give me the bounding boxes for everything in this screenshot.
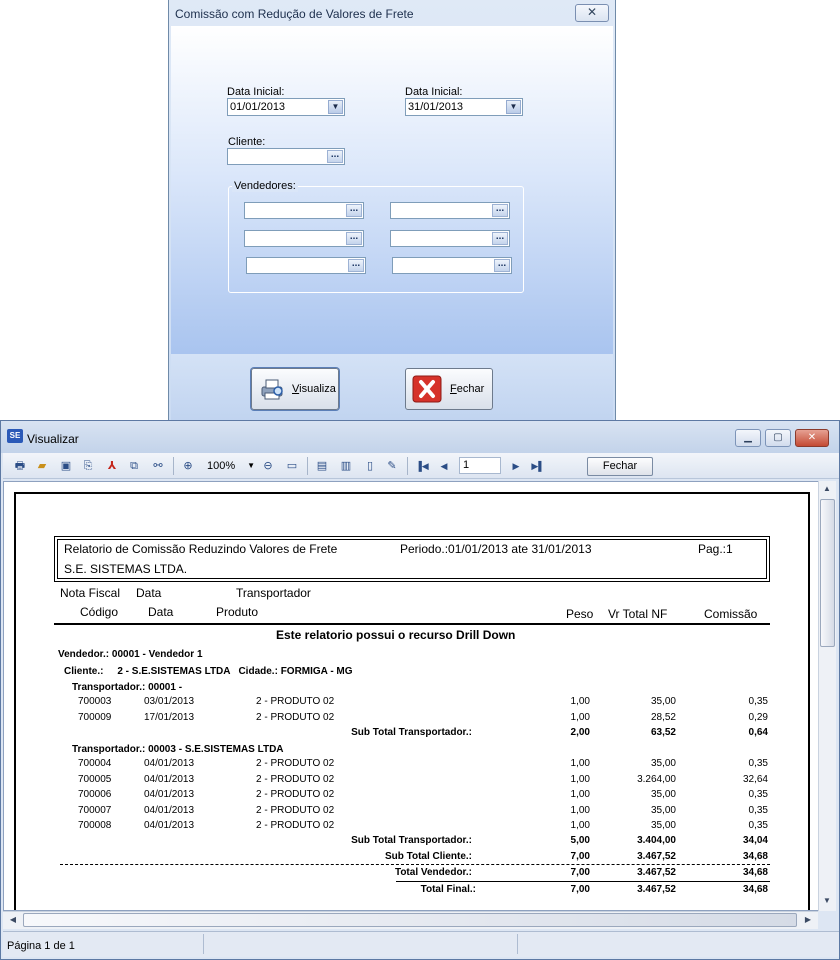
visualiza-label-rest: isualiza — [299, 383, 336, 395]
chevron-down-icon[interactable]: ▼ — [247, 461, 255, 470]
row-produto: 2 - PRODUTO 02 — [256, 711, 335, 723]
toolbar-separator — [307, 457, 308, 475]
ellipsis-icon[interactable]: ... — [346, 232, 362, 245]
next-page-icon[interactable]: ▶ — [512, 461, 520, 471]
close-x-icon — [412, 375, 442, 403]
subtotal-2-peso: 5,00 — [570, 835, 590, 846]
report-page-number: Pag.:1 — [698, 542, 733, 556]
export-icon[interactable]: ⎘ — [83, 460, 93, 472]
subtotal-cliente-vr: 3.467,52 — [637, 851, 676, 862]
end-date-label: Data Inicial: — [405, 86, 463, 98]
row-data: 17/01/2013 — [144, 711, 195, 723]
save-icon[interactable]: ▣ — [60, 460, 72, 472]
zoom-out-icon[interactable]: ⊖ — [263, 460, 273, 472]
total-final-peso: 7,00 — [570, 884, 590, 895]
subtotal-1-label: Sub Total Transportador.: — [351, 727, 472, 738]
subtotal-cliente-peso: 7,00 — [570, 851, 590, 862]
row-peso: 1,00 — [570, 696, 590, 707]
transportador-line-2: Transportador.: 00003 - S.E.SISTEMAS LTDA — [72, 744, 284, 755]
ellipsis-icon[interactable]: ... — [494, 259, 510, 272]
toolbar-separator — [173, 457, 174, 475]
subtotal-cliente-label: Sub Total Cliente.: — [384, 851, 472, 862]
row-peso: 1,00 — [570, 804, 590, 816]
row-nf: 700005 — [78, 773, 112, 785]
row-nf: 700003 — [78, 696, 112, 707]
row-vr: 35,00 — [650, 804, 676, 816]
total-separator — [396, 881, 770, 882]
fechar-label — [450, 383, 484, 395]
total-final-label: Total Final.: — [420, 884, 476, 895]
preview-close-button[interactable]: Fechar — [587, 457, 653, 476]
fechar-label-rest: echar — [456, 383, 485, 395]
total-final-vr: 3.467,52 — [637, 884, 676, 895]
zoom-in-icon[interactable]: ⊕ — [183, 460, 193, 472]
horizontal-scrollbar[interactable] — [3, 911, 818, 929]
vertical-scrollbar[interactable] — [818, 481, 836, 911]
vertical-scroll-thumb[interactable] — [820, 499, 835, 647]
row-com: 32,64 — [742, 773, 768, 785]
row-vr: 3.264,00 — [637, 773, 676, 785]
row-vr: 35,00 — [650, 789, 676, 800]
row-peso: 1,00 — [570, 789, 590, 800]
row-nf: 700004 — [78, 758, 112, 769]
visualiza-label — [292, 383, 336, 395]
report-content — [4, 482, 819, 911]
dialog-footer — [171, 354, 613, 420]
col-header-peso: Peso — [566, 607, 594, 621]
find-icon[interactable]: ⚯ — [153, 460, 163, 472]
preview-titlebar — [1, 421, 839, 453]
row-data: 04/01/2013 — [144, 758, 195, 769]
ellipsis-icon[interactable]: ... — [346, 204, 362, 217]
col-header-nota-fiscal: Nota Fiscal — [60, 586, 121, 600]
dashed-separator — [60, 864, 770, 865]
row-data: 03/01/2013 — [144, 696, 195, 707]
client-label: Cliente: — [228, 136, 266, 148]
col-header-transportador: Transportador — [236, 586, 311, 600]
end-date-value: 31/01/2013 — [408, 101, 464, 113]
col-header-codigo: Código — [80, 605, 119, 619]
chevron-down-icon[interactable]: ▼ — [328, 100, 343, 114]
row-vr: 35,00 — [650, 820, 676, 831]
scroll-up-icon[interactable]: ▲ — [823, 484, 831, 493]
single-page-icon[interactable]: ▤ — [316, 460, 328, 472]
dialog-title: Comissão com Redução de Valores de Frete — [175, 7, 414, 21]
scroll-right-icon[interactable]: ▶ — [804, 915, 812, 924]
seller-input-4[interactable] — [390, 230, 510, 247]
visualiza-mnemonic: V — [292, 383, 300, 395]
app-logo-icon: SE — [7, 429, 23, 443]
open-folder-icon[interactable]: ▰ — [37, 460, 47, 472]
col-header-comissao: Comissão — [704, 607, 758, 621]
seller-input-2[interactable] — [390, 202, 510, 219]
row-produto: 2 - PRODUTO 02 — [256, 804, 335, 816]
total-vendedor-peso: 7,00 — [570, 867, 590, 878]
row-vr: 35,00 — [650, 758, 676, 769]
ellipsis-icon[interactable]: ... — [327, 150, 343, 163]
edit-icon[interactable]: ✎ — [387, 460, 397, 472]
minimize-icon[interactable]: ▁ — [735, 429, 761, 447]
row-com: 0,35 — [748, 804, 768, 816]
row-com: 0,35 — [748, 758, 768, 769]
row-data: 04/01/2013 — [144, 773, 195, 785]
row-produto: 2 - PRODUTO 02 — [256, 789, 335, 800]
dialog-close-button[interactable]: ✕ — [575, 4, 609, 22]
book-icon[interactable]: ▯ — [366, 460, 374, 472]
subtotal-1-comissao: 0,64 — [748, 727, 768, 738]
subtotal-cliente-comissao: 34,68 — [742, 851, 768, 862]
print-icon[interactable]: 🖶 — [14, 460, 26, 472]
subtotal-2-vr: 3.404,00 — [637, 835, 676, 846]
horizontal-scroll-thumb[interactable] — [23, 913, 797, 927]
col-header-data: Data — [148, 605, 174, 619]
end-date-combo[interactable] — [405, 98, 523, 116]
row-data: 04/01/2013 — [144, 789, 195, 800]
report-period: Periodo.:01/01/2013 ate 31/01/2013 — [400, 542, 592, 556]
start-date-label: Data Inicial: — [227, 86, 285, 98]
status-divider — [517, 934, 518, 954]
row-nf: 700006 — [78, 789, 112, 800]
page-number-input[interactable]: 1 — [459, 457, 501, 474]
header-underline — [54, 623, 770, 625]
row-vr: 28,52 — [650, 711, 676, 723]
row-produto: 2 - PRODUTO 02 — [256, 696, 335, 707]
window-close-icon[interactable]: ✕ — [795, 429, 829, 447]
row-data: 04/01/2013 — [144, 820, 195, 831]
row-nf: 700009 — [78, 711, 112, 723]
subtotal-2-comissao: 34,04 — [742, 835, 768, 846]
report-title: Relatorio de Comissão Reduzindo Valores de Frete — [64, 542, 338, 556]
row-com: 0,35 — [748, 789, 768, 800]
row-produto: 2 - PRODUTO 02 — [256, 820, 335, 831]
multi-page-icon[interactable]: ▥ — [340, 460, 352, 472]
scroll-down-icon[interactable]: ▼ — [823, 896, 831, 905]
start-date-combo[interactable] — [227, 98, 345, 116]
zoom-value: 100% — [207, 460, 236, 472]
row-vr: 35,00 — [650, 696, 676, 707]
transportador-line-1: Transportador.: 00001 - — [72, 682, 183, 693]
total-vendedor-comissao: 34,68 — [742, 867, 768, 878]
drill-down-note: Este relatorio possui o recurso Drill Down — [276, 628, 516, 642]
zoom-select[interactable] — [203, 457, 255, 475]
row-nf: 700008 — [78, 820, 112, 831]
status-page-text: Página 1 de 1 — [7, 940, 75, 952]
visualiza-button[interactable] — [251, 368, 339, 410]
total-vendedor-vr: 3.467,52 — [637, 867, 676, 878]
report-company: S.E. SISTEMAS LTDA. — [64, 562, 188, 576]
fechar-button[interactable] — [405, 368, 493, 410]
seller-input-1[interactable] — [244, 202, 364, 219]
row-produto: 2 - PRODUTO 02 — [256, 773, 335, 785]
row-data: 04/01/2013 — [144, 804, 195, 816]
fechar-mnemonic: F — [450, 383, 457, 395]
copy-icon[interactable]: ⧉ — [130, 460, 138, 472]
preview-toolbar — [3, 453, 839, 479]
maximize-icon[interactable]: ▢ — [765, 429, 791, 447]
ellipsis-icon[interactable]: ... — [348, 259, 364, 272]
row-peso: 1,00 — [570, 711, 590, 723]
col-header-vr-total: Vr Total NF — [608, 607, 668, 621]
total-vendedor-label: Total Vendedor.: — [394, 867, 472, 878]
row-com: 0,35 — [748, 696, 768, 707]
status-bar — [3, 931, 839, 957]
status-divider — [203, 934, 204, 954]
toolbar-separator — [407, 457, 408, 475]
row-peso: 1,00 — [570, 773, 590, 785]
subtotal-1-peso: 2,00 — [570, 727, 590, 738]
subtotal-2-label: Sub Total Transportador.: — [351, 835, 472, 846]
total-final-comissao: 34,68 — [742, 884, 768, 895]
preview-title: Visualizar — [27, 432, 79, 446]
ellipsis-icon[interactable]: ... — [492, 204, 508, 217]
col-header-produto: Produto — [216, 605, 259, 619]
preview-window — [0, 420, 840, 960]
prev-page-icon[interactable]: ◀ — [440, 461, 448, 471]
seller-input-6[interactable] — [392, 257, 512, 274]
page-width-icon[interactable]: ▭ — [286, 460, 298, 472]
first-page-icon[interactable]: ▐◀ — [415, 461, 429, 471]
chevron-down-icon[interactable]: ▼ — [506, 100, 521, 114]
row-com: 0,35 — [748, 820, 768, 831]
printer-preview-icon — [258, 377, 286, 401]
seller-input-3[interactable] — [244, 230, 364, 247]
col-header-data-top: Data — [136, 586, 162, 600]
seller-input-5[interactable] — [246, 257, 366, 274]
commission-dialog — [168, 0, 616, 422]
subtotal-1-vr: 63,52 — [650, 727, 676, 738]
sellers-label: Vendedores: — [234, 180, 296, 192]
row-produto: 2 - PRODUTO 02 — [256, 758, 335, 769]
scroll-left-icon[interactable]: ◀ — [9, 915, 17, 924]
row-peso: 1,00 — [570, 820, 590, 831]
row-peso: 1,00 — [570, 758, 590, 769]
vendedor-line: Vendedor.: 00001 - Vendedor 1 — [58, 649, 203, 660]
ellipsis-icon[interactable]: ... — [492, 232, 508, 245]
cliente-line: Cliente.: 2 - S.E.SISTEMAS LTDA Cidade.: FORMIGA - MG — [64, 666, 353, 677]
pdf-icon[interactable]: ⅄ — [107, 460, 117, 472]
row-com: 0,29 — [748, 711, 768, 723]
row-nf: 700007 — [78, 804, 112, 816]
last-page-icon[interactable]: ▶▌ — [531, 461, 545, 471]
report-viewport[interactable] — [3, 481, 819, 911]
client-input[interactable] — [227, 148, 345, 165]
start-date-value: 01/01/2013 — [230, 101, 286, 113]
